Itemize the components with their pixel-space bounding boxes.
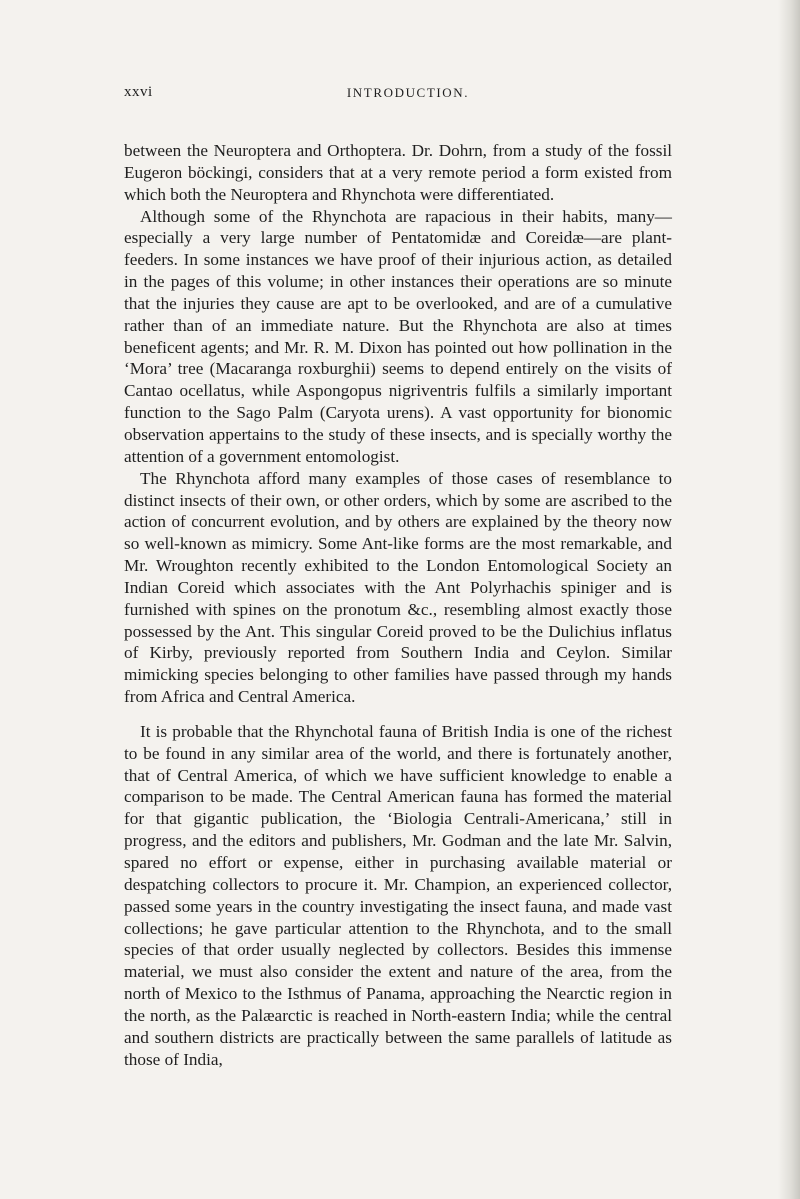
paragraph-2: Although some of the Rhynchota are rapacious in their habits, many—especially a very large number of Pentatomidæ and Coreidæ—are plant-feeders. In some instances we have proof of their injurious action, as detailed in the pages of this volume; in other instances their operations are so minute that the injuries they cause are apt to be overlooked, and are of a cumulative rather than of an immediate nature. But the Rhynchota are also at times beneficent agents; and Mr. R. M. Dixon has pointed out how pollination in the ‘Mora’ tree (Macaranga roxburghii) seems to depend entirely on the visits of Cantao ocellatus, while Aspongopus nigriventris fulfils a similarly important function to the Sago Palm (Caryota urens). A vast opportunity for bionomic observation appertains to the study of these insects, and is specially worthy the attention of a government entomologist. (124, 206, 672, 466)
body-text (124, 140, 672, 1070)
running-head (124, 84, 692, 104)
paragraph-3: The Rhynchota afford many examples of those cases of resemblance to distinct insects of their own, or other orders, which by some are ascribed to the action of concurrent evolution, and by others are explained by the theory now so well-known as mimicry. Some Ant-like forms are the most remarkable, and Mr. Wroughton recently exhibited to the London Entomological Society an Indian Coreid which associates with the Ant Polyrhachis spiniger and is furnished with spines on the pronotum &c., resembling almost exactly those possessed by the Ant. This singular Coreid proved to be the Dulichius inflatus of Kirby, previously reported from Southern India and Ceylon. Similar mimicking species belonging to other families have passed through my hands from Africa and Central America. (124, 468, 672, 707)
paragraph-4: It is probable that the Rhynchotal fauna of British India is one of the richest to be found in any similar area of the world, and there is fortunately another, that of Central America, of which we have sufficient knowledge to enable a comparison to be made. The Central American fauna has formed the material for that gigantic publication, the ‘Biologia Centrali-Americana,’ still in progress, and the editors and publishers, Mr. Godman and the late Mr. Salvin, spared no effort or expense, either in purchasing available material or despatching collectors to procure it. Mr. Champion, an experienced collector, passed some years in the country investigating the insect fauna, and made vast collections; he gave particular attention to the Rhynchota, and to the small species of that order usually neglected by collectors. Besides this immense material, we must also consider the extent and nature of the area, from the north of Mexico to the Isthmus of Panama, approaching the Nearctic region in the north, as the Palæarctic is reached in North-eastern India; while the central and southern districts are practically between the same parallels of latitude as those of India, (124, 721, 672, 1069)
paragraph-1: between the Neuroptera and Orthoptera. Dr. Dohrn, from a study of the fossil Eugeron böckingi, considers that at a very remote period a form existed from which both the Neuroptera and Rhynchota were differentiated. (124, 141, 672, 204)
page-number: xxvi (124, 84, 153, 100)
running-title: INTRODUCTION. (346, 85, 470, 100)
page-edge-shadow (778, 0, 800, 1199)
